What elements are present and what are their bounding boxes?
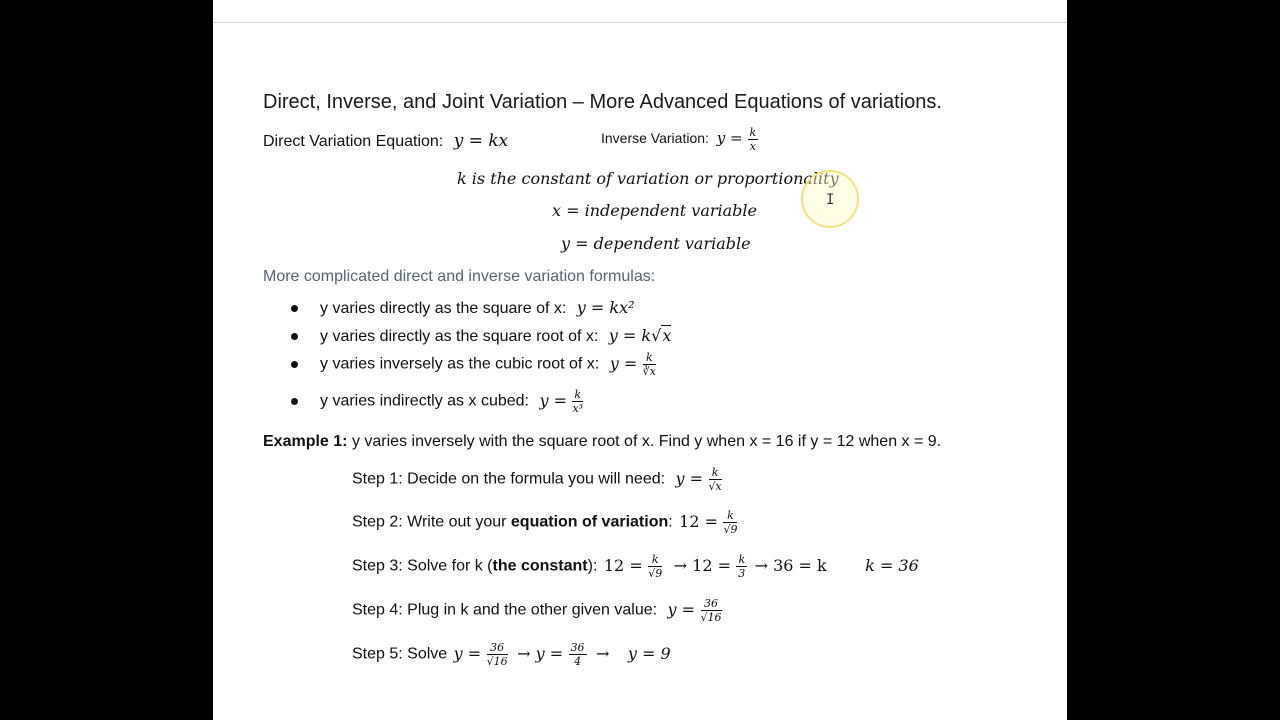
step-result: k = 36 [865,555,919,575]
bullet-equation: y = kx² [576,298,635,317]
bullet-text: y varies directly as the square root of x: [320,328,599,345]
inverse-variation-label: Inverse Variation: [601,130,709,147]
step-fraction: $\frac{36}{4}$ [570,641,585,668]
definition-dependent: y = dependent variable [561,234,751,253]
subheading: More complicated direct and inverse variation formulas: [263,268,656,285]
step-eq-arrow: → y = [517,643,564,663]
step-1 [352,467,723,492]
step-bold-text: equation of variation [510,513,669,531]
bullet-dot [291,305,298,312]
step-eq-lhs: 12 = [679,511,718,531]
step-eq-arrow: → 12 = [673,555,731,575]
step-2 [352,510,738,535]
step-5 [352,642,671,667]
bullet-dot [291,333,298,340]
step-eq-arrow: → 36 = k [754,555,827,575]
direct-variation-equation: y = kx [453,131,509,151]
bullet-eq-lhs: y = [609,353,638,373]
definition-constant: k is the constant of variation or proportionality [457,169,839,188]
list-item [291,352,657,377]
step-eq-lhs: y = [453,643,482,663]
inverse-eq-lhs: y = [716,129,743,148]
step-text: Step 3: Solve for k ( [352,557,493,575]
step-eq-lhs: y = [675,468,704,488]
step-eq-lhs: 12 = [603,555,643,575]
step-eq-lhs: y = [667,599,696,619]
bullet-dot [291,361,298,368]
step-text: Step 4: Plug in k and the other given value: [352,601,658,619]
direct-variation-label: Direct Variation Equation: [263,133,444,150]
bullet-equation: y = k√x [608,326,672,345]
step-fraction: $\frac{36}{√16}$ [700,597,722,624]
step-fraction: $\frac{k}{√9}$ [648,553,663,580]
step-text-suffix: : [668,513,673,531]
page-title: Direct, Inverse, and Joint Variation – More Advanced Equations of variations. [263,91,942,113]
list-item [291,326,671,346]
step-result: y = 9 [627,643,671,663]
bullet-text: y varies inversely as the cubic root of x: [320,355,600,373]
example-text: y varies inversely with the square root of x. Find y when x = 16 if y = 12 when x = 9. [351,433,942,450]
step-fraction: $\frac{k}{3}$ [738,553,746,580]
inverse-fraction: $\frac{k}{x}$ [749,126,757,153]
bullet-fraction: $\frac{k}{∛x}$ [642,351,656,378]
list-item [291,298,635,318]
step-4 [352,598,723,623]
bullet-text: y varies indirectly as x cubed: [320,392,529,410]
bullet-text: y varies directly as the square of x: [320,300,567,317]
text-cursor-icon: I [826,192,835,208]
step-fraction: $\frac{k}{√x}$ [708,466,722,493]
step-fraction: $\frac{36}{√16}$ [486,641,508,668]
bullet-eq-lhs: y = [539,390,567,410]
step-fraction: $\frac{k}{√9}$ [723,509,738,536]
step-text-suffix: ): [587,557,598,575]
inverse-variation-line [601,127,759,152]
page-top-edge [213,0,1067,23]
step-3 [352,554,919,579]
bullet-fraction: $\frac{k}{\text{x³}}$ [572,388,584,415]
step-eq-arrow: → [596,643,610,663]
example-1 [263,433,941,451]
direct-variation-line [263,131,508,151]
example-label: Example 1: [263,433,348,450]
step-text: Step 5: Solve [352,645,448,663]
bullet-dot [291,398,298,405]
step-text: Step 1: Decide on the formula you will need: [352,470,666,488]
list-item [291,389,584,414]
step-text: Step 2: Write out your [352,513,511,531]
step-bold-text: the constant [492,557,588,575]
definition-independent: x = independent variable [552,201,757,220]
